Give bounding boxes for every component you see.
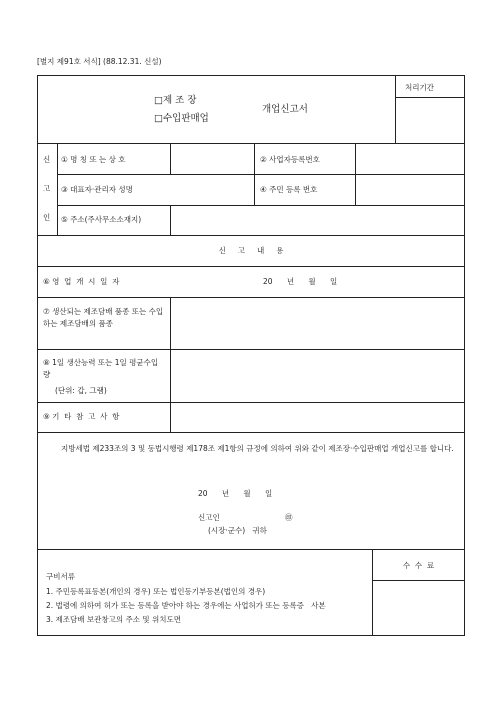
- product-type-label: ⑦ 생산되는 제조담배 품종 또는 수입하는 제조담배의 품종: [43, 307, 164, 328]
- other-notes-label: ⑨ 기 타 참 고 사 항: [43, 412, 120, 421]
- document-item-2: 2. 법령에 의하여 허가 또는 등록을 받아야 하는 경우에는 사업허가 또는 등록증 사본: [46, 601, 326, 610]
- option-importer[interactable]: □수입판매업: [154, 113, 209, 124]
- capacity-label: ⑧ 1일 생산능력 또는 1일 평균수입량: [43, 358, 159, 379]
- applicant-label-3: 인: [43, 213, 51, 222]
- section-title: 신 고 내 용: [218, 246, 284, 255]
- form-label: [별지 제91호 서식] (88.12.31. 신설): [37, 57, 162, 66]
- business-reg-label: ② 사업자등록번호: [260, 155, 320, 164]
- option-manufacturer[interactable]: □제 조 장: [154, 95, 197, 106]
- form-title: 개업신고서: [262, 104, 308, 115]
- start-date-label: ⑥ 영 업 개 시 일 자: [43, 277, 120, 286]
- capacity-unit: (단위: 갑, 그램): [55, 386, 107, 395]
- seal-mark: ㊞: [285, 513, 293, 522]
- applicant-signature-label: 신고인: [198, 513, 220, 522]
- document-item-1: 1. 주민등록표등본(개인의 경우) 또는 법인등기부등본(법인의 경우): [46, 587, 266, 596]
- applicant-label-2: 고: [43, 184, 51, 193]
- addressee: (시장·군수) 귀하: [208, 526, 267, 535]
- start-date-value: 20 년 월 일: [263, 277, 338, 286]
- declaration-date: 20 년 월 일: [198, 489, 273, 498]
- representative-label: ③ 대표자·관리자 성명: [61, 185, 133, 194]
- name-label: ① 명 칭 또 는 상 호: [61, 155, 126, 164]
- resident-no-label: ④ 주민 등록 번호: [260, 185, 318, 194]
- applicant-label-1: 신: [43, 155, 51, 164]
- declaration-text: 지방세법 제233조의 3 및 동법시행령 제178조 제1항의 규정에 의하여 위와 같이 제조장·수입판매업 개업신고를 합니다.: [61, 444, 454, 453]
- document-item-3: 3. 제조담배 보관창고의 주소 및 위치도면: [46, 615, 181, 624]
- address-label: ⑤ 주소(주사무소소재지): [61, 215, 142, 224]
- processing-period-label: 처리기간: [405, 83, 434, 92]
- documents-title: 구비서류: [46, 572, 75, 581]
- fee-label: 수 수 료: [402, 561, 435, 570]
